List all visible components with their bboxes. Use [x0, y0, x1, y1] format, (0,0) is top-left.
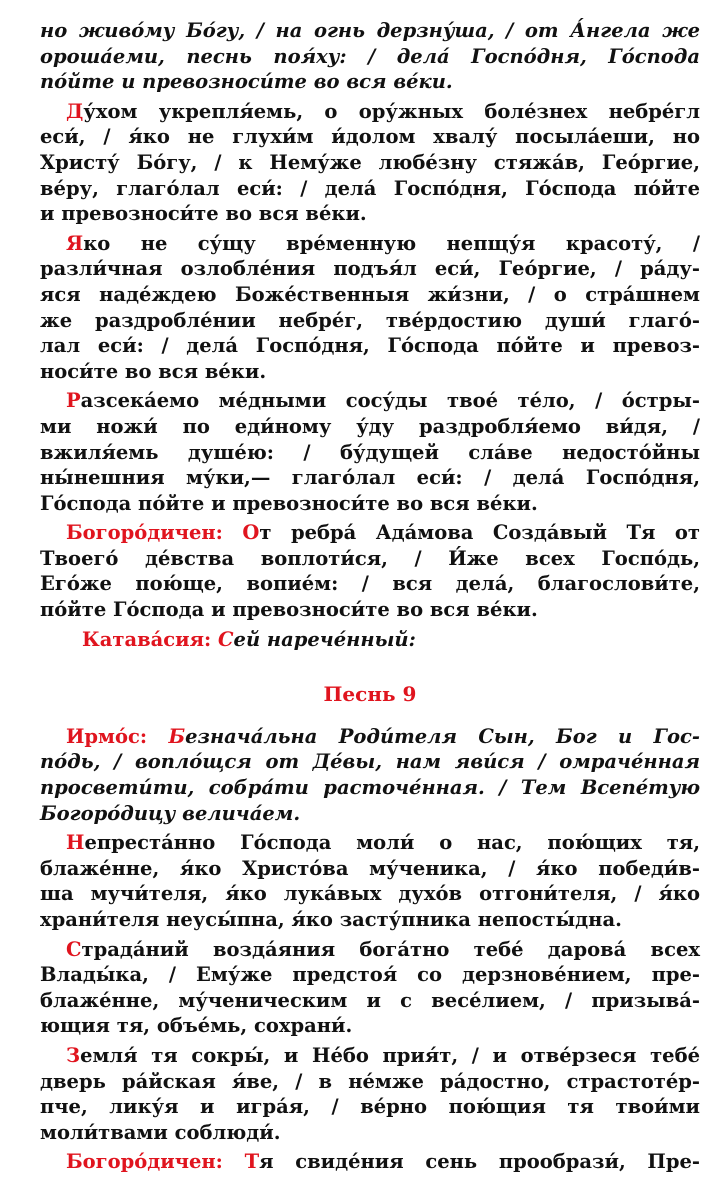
text-line: Богоро́дичен: Тя свиде́ния сень прообрази́, Пре- — [66, 1150, 700, 1174]
text-line: Непреста́нно Го́спода моли́ о нас, пою́щих тя, — [66, 831, 700, 855]
text-line: блаже́нне, му́ченическим и с весе́лием, / призыва́- — [40, 988, 700, 1012]
text-line: Ирмо́с: Безнача́льна Роди́теля Сын, Бог и Гос- — [66, 724, 700, 748]
drop-initial: С — [66, 937, 82, 961]
theotokion-label: Богоро́дичен: — [66, 1150, 223, 1174]
troparion — [40, 231, 700, 385]
drop-initial: З — [66, 1043, 81, 1067]
text-line: по́йте Го́спода и превозноси́те во вся ве́ки. — [40, 598, 538, 622]
text-line: храни́теля неусы́пна, я́ко засту́пника непосты́дна. — [40, 908, 622, 931]
text-line: дверь ра́йская я́ве, / в не́мже ра́достно, страстоте́р- — [40, 1069, 700, 1093]
text-line: разли́чная озлобле́ния подъя́л еси́, Гео́ргие, / ра́ду- — [40, 257, 700, 281]
text-line: и превозноси́те во вся ве́ки. — [40, 202, 367, 226]
text-line: но живо́му Бо́гу, / на огнь дерзну́ша, / от А́нгела же — [40, 19, 700, 42]
troparion — [40, 937, 700, 1039]
text-line: же раздробле́нии небре́г, тве́рдостию души́ глаго́- — [40, 308, 700, 332]
text-line: Богоро́дицу велича́ем. — [40, 801, 301, 825]
irmos-label: Ирмо́с: — [66, 724, 148, 748]
text-line: Разсека́емо ме́дными сосу́ды твое́ те́ло, / о́стры- — [66, 389, 700, 413]
text-line: ны́нешния му́ки,— глаго́лал еси́: / дела́ Госпо́дня, — [40, 466, 700, 490]
drop-initial: Т — [244, 1150, 260, 1174]
drop-initial: С — [218, 627, 234, 651]
text-line: Страда́ний возда́яния бога́тно тебе́ дарова́ всех — [66, 937, 700, 961]
drop-initial: Н — [66, 831, 85, 855]
text-line: блаже́нне, я́ко Христо́ва му́ченика, / я́ко победи́в- — [40, 856, 700, 880]
text-line: вжиля́емь душе́ю: / бу́дущей сла́ве недосто́йны — [40, 440, 700, 464]
text-line: моли́твами соблюди́. — [40, 1120, 281, 1144]
text-line: Влады́ка, / Ему́же предстоя́ со дерзнове́нием, пре- — [40, 963, 700, 987]
text-line: по́дь, / вопло́щся от Де́вы, нам яви́ся / омраче́нная — [40, 750, 700, 774]
text-line: ве́ру, глаго́лал еси́: / дела́ Госпо́дня, Го́спода по́йте — [40, 176, 700, 200]
text-line: носи́те во вся ве́ки. — [40, 359, 267, 383]
drop-initial: Я — [66, 231, 84, 255]
text-line: пче, лику́я и игра́я, / ве́рно пою́щия тя твои́ми — [40, 1095, 700, 1119]
katavasia-label: Катава́сия: — [82, 627, 212, 651]
text-line: по́йте и превозноси́те во вся ве́ки. — [40, 70, 453, 94]
text-line: ми ножи́ по еди́ному у́ду раздробля́емо ви́дя, / — [40, 414, 700, 438]
drop-initial: Д — [66, 99, 84, 123]
drop-initial: Р — [66, 389, 81, 413]
troparion — [40, 830, 700, 932]
text-line: еси́, / я́ко не глухи́м и́долом хвалу́ посыла́еши, но — [40, 125, 700, 149]
text-line: ороша́еми, песнь поя́ху: / дела́ Госпо́дня, Го́спода — [40, 44, 700, 68]
drop-initial: О — [242, 521, 260, 545]
troparion — [40, 1043, 700, 1145]
text-line: Богоро́дичен: От ребра́ Ада́мова Созда́вый Тя от — [66, 521, 700, 545]
katavasia-text: ей нарече́нный: — [233, 627, 416, 651]
theotokion — [40, 520, 700, 622]
text-line: яся наде́ждею Боже́ственныя жи́зни, / о стра́шнем — [40, 282, 700, 306]
text-line: Яко не су́щу вре́менную непщу́я красоту́, / — [66, 231, 700, 255]
text-line: Земля́ тя сокры́, и Не́бо прия́т, / и отве́рзеся тебе́ — [66, 1043, 700, 1067]
troparion — [40, 99, 700, 227]
text-line: Твоего́ де́вства воплоти́ся, / И́же всех Госпо́дь, — [40, 546, 700, 570]
text-line: ша мучи́теля, я́ко лука́вых духо́в отгони́теля, / я́ко — [40, 882, 700, 906]
text-line: Его́же пою́ще, вопие́м: / вся дела́, благослови́те, — [40, 572, 700, 596]
ode-title: Песнь 9 — [323, 682, 417, 707]
text-line: Го́спода по́йте и превозноси́те во вся ве́ки. — [40, 491, 538, 515]
theotokion-label: Богоро́дичен: — [66, 521, 223, 545]
page-text — [40, 18, 700, 1179]
text-line: лал еси́: / дела́ Госпо́дня, Го́спода по́йте и превоз- — [40, 334, 700, 358]
text-line: Ду́хом укрепля́емь, о ору́жных боле́знех небре́гл — [66, 99, 700, 123]
irmos — [40, 724, 700, 826]
theotokion — [40, 1149, 700, 1175]
irmos-ending — [40, 18, 700, 95]
drop-initial: Б — [168, 724, 186, 748]
troparion — [40, 388, 700, 516]
text-line: просвети́ти, собра́ти расточе́нная. / Тем Всепе́тую — [40, 776, 700, 800]
text-line: Христу́ Бо́гу, / к Нему́же любе́зну стяжа́в, Гео́ргие, — [40, 150, 700, 174]
katavasia — [40, 627, 700, 653]
text-line: ющия тя, объе́мь, сохрани́. — [40, 1014, 353, 1038]
